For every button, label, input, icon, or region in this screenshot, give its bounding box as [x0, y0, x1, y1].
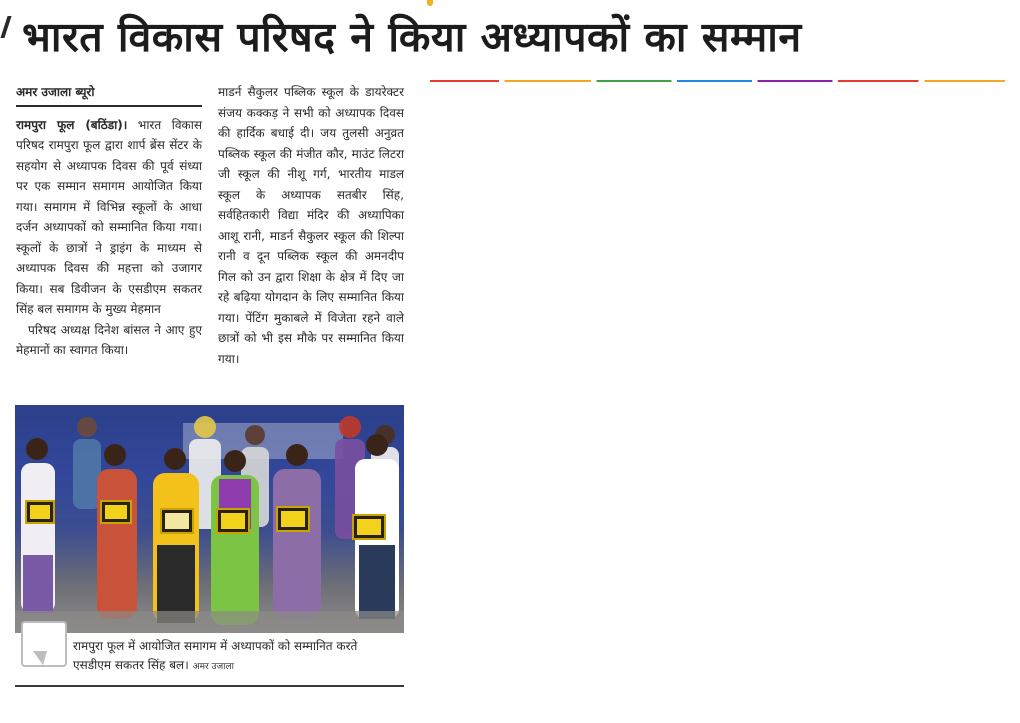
event-photo — [15, 405, 404, 633]
byline: अमर उजाला ब्यूरो — [16, 82, 202, 107]
headline-mark — [0, 16, 11, 38]
article-column-right — [218, 82, 404, 369]
article-column-left — [16, 82, 202, 361]
article-paragraph-2: परिषद अध्यक्ष दिनेश बांसल ने आए हुए मेहमानों का स्वागत किया। — [16, 322, 202, 357]
event-photo-illustration — [15, 405, 404, 633]
speech-bubble-icon — [21, 621, 67, 667]
top-accent-mark — [427, 0, 433, 6]
headline: भारत विकास परिषद ने किया अध्यापकों का सम्मान — [22, 13, 802, 61]
caption-text — [73, 637, 399, 677]
caption-body: रामपुरा फूल में आयोजित समागम में अध्यापकों को सम्मानित करते एसडीएम सकतर सिंह बल। — [73, 639, 358, 672]
paragraph-1-text: भारत विकास परिषद रामपुरा फूल द्वारा शार्प ब्रेंस सेंटर के सहयोग से अध्यापक दिवस की पूर्व संध्या पर एक सम्मान समागम आयोजित किया गया। समागम में विभिन्न स्कूलों के आधा दर्जन अध्यापकों को सम्मानित किया गया। स्कूलों के छात्रों ने ड्राइंग के माध्यम से अध्यापक दिवस की महत्ता को उजागर किया। सब डिवीजन के एसडीएम सकतर सिंह बल समागम के मुख्य मेहमान — [16, 117, 202, 316]
caption-credit: अमर उजाला — [192, 662, 234, 672]
photo-caption — [15, 633, 404, 687]
color-rule-divider — [430, 80, 1005, 82]
article-paragraph-3: माडर्न सैकुलर पब्लिक स्कूल के डायरेक्टर संजय कक्कड़ ने सभी को अध्यापक दिवस की हार्दिक बधाई दी। जय तुलसी अनुव्रत पब्लिक स्कूल की मंजीत कौर, माउंट लिटरा जी स्कूल की नीशू गर्ग, भारतीय माडल स्कूल के अध्यापक सतबीर सिंह, सर्वहितकारी विद्या मंदिर की अध्यापिका आशू रानी, माडर्न सैकुलर स्कूल की शिल्पा रानी व दून पब्लिक स्कूल की अमनदीप गिल को उन द्वारा शिक्षा के क्षेत्र में दिए जा रहे बढ़िया योगदान के लिए सम्मानित किया गया। पेंटिंग मुकाबले में विजेता रहने वाले छात्रों को भी इस मौके पर सम्मानित किया गया। — [218, 85, 404, 366]
dateline: रामपुरा फूल (बठिंडा)। — [16, 117, 128, 132]
article-paragraph-1 — [16, 115, 202, 320]
speech-bubble-tail — [33, 651, 47, 665]
